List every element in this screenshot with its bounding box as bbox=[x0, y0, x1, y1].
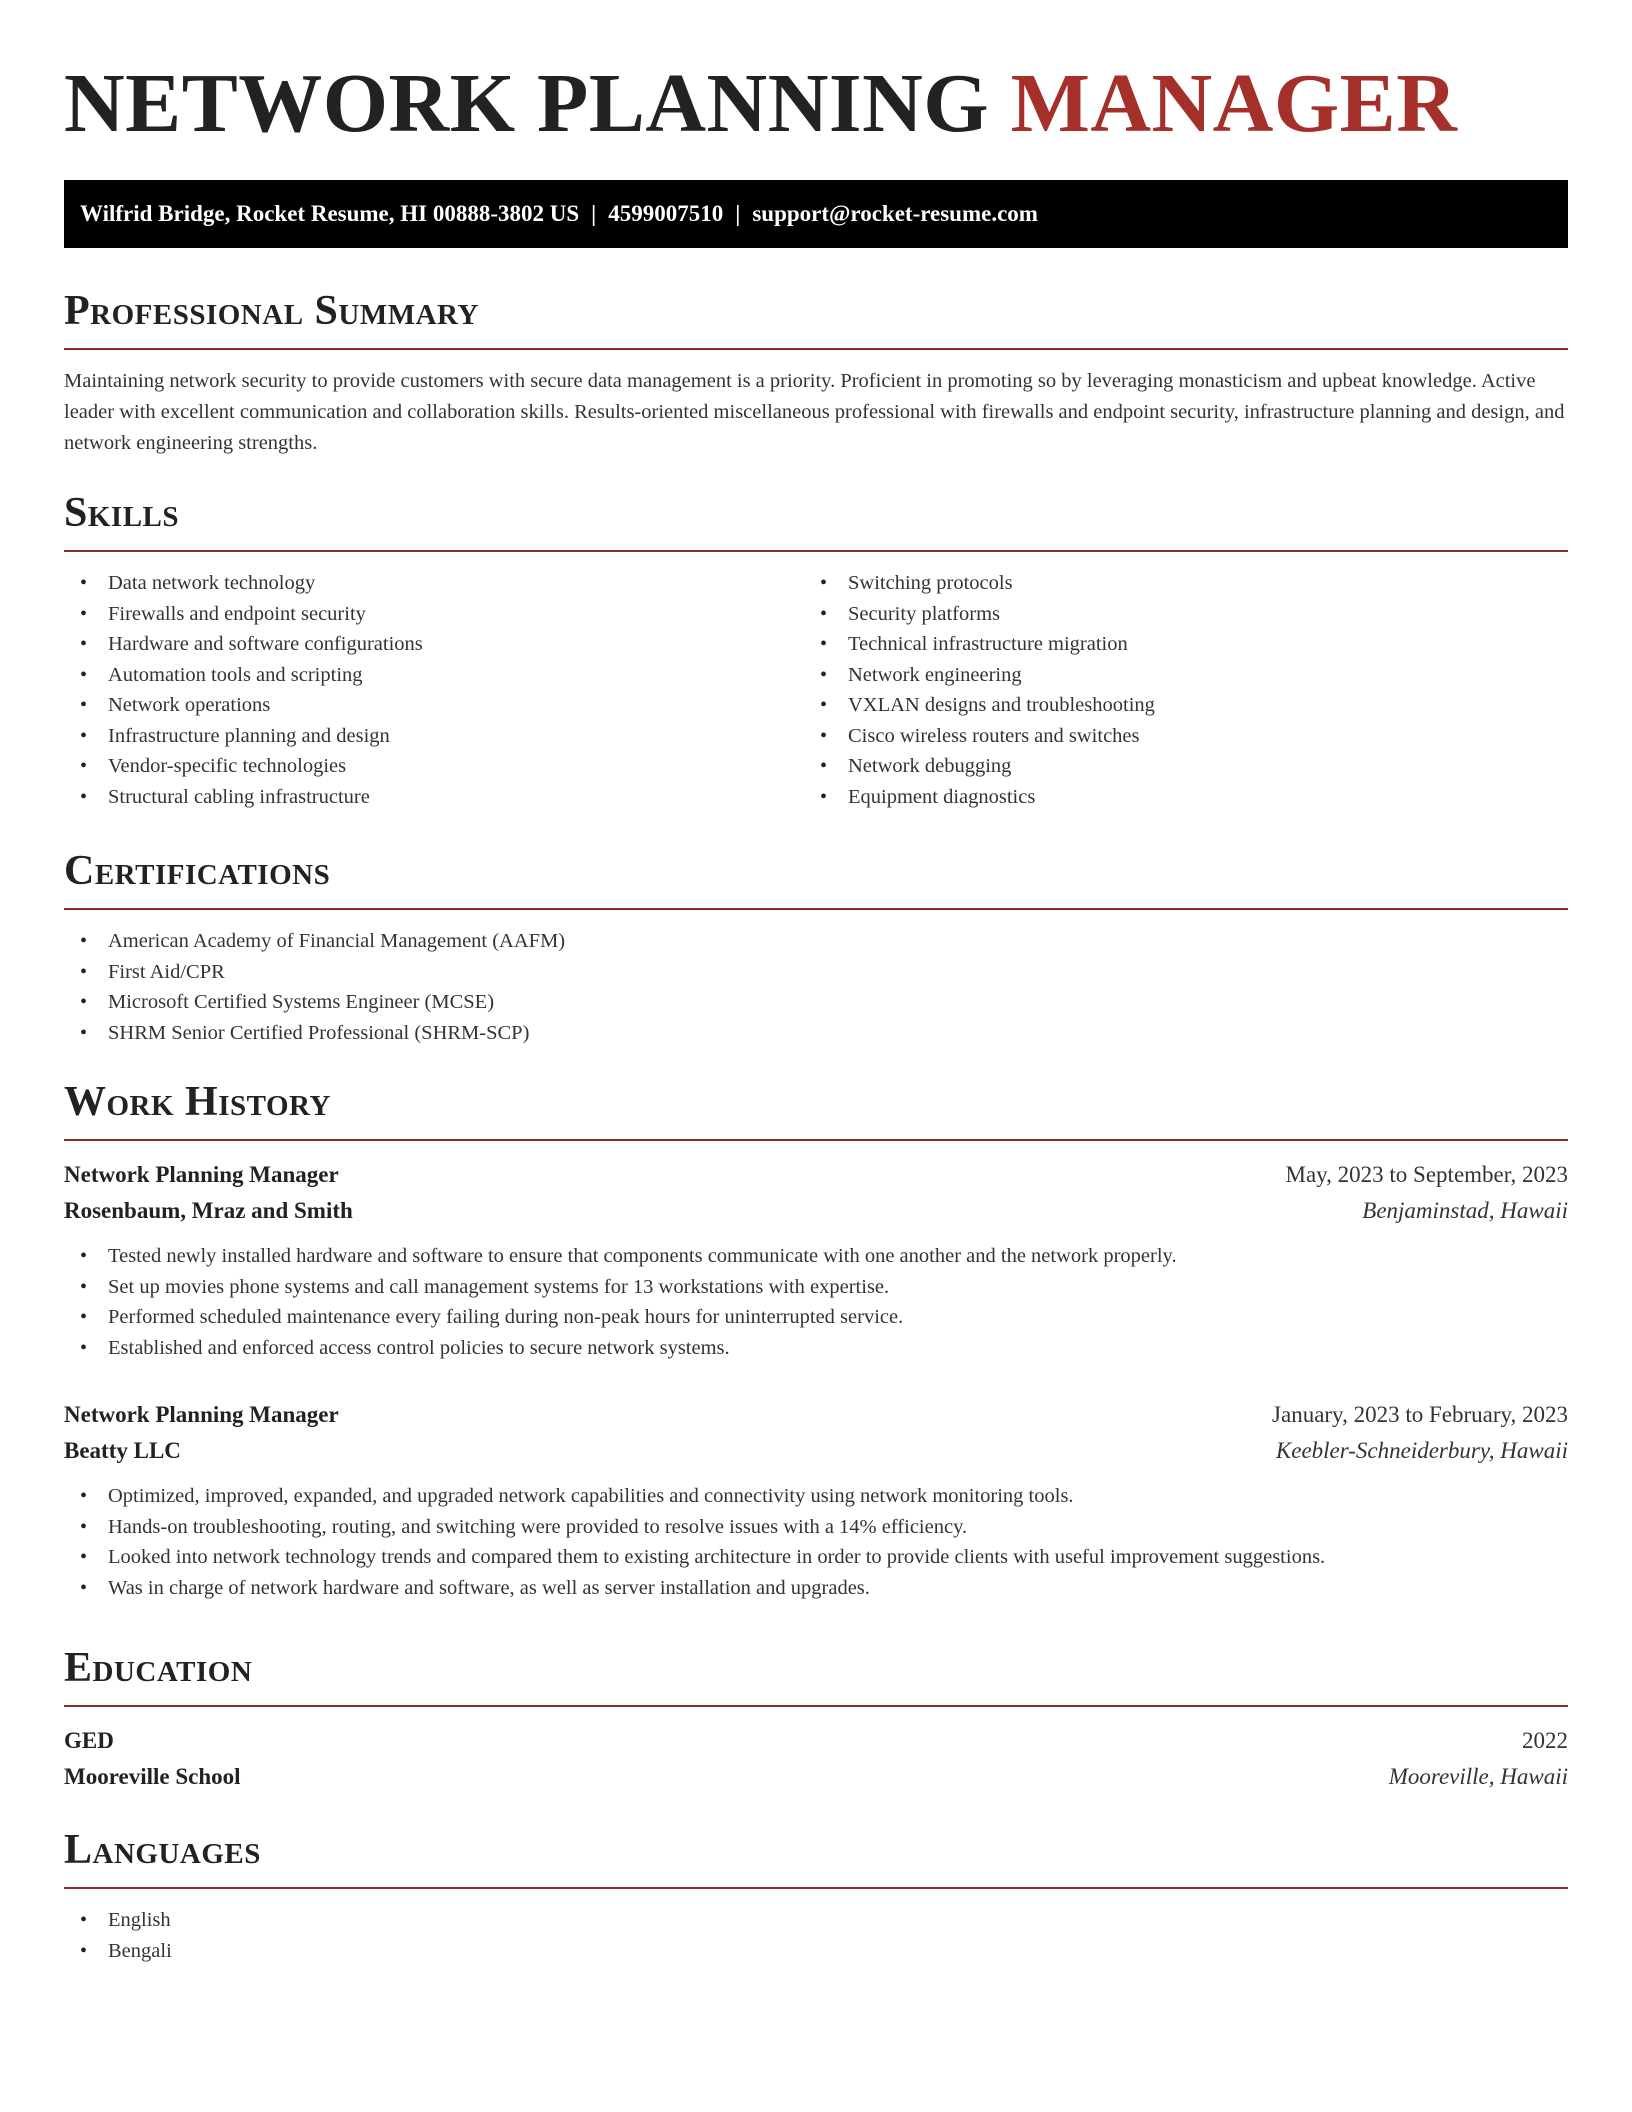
summary-text: Maintaining network security to provide customers with secure data management is a priority. Proficient in promoting so by leveraging monasticism and upbeat knowledge. Active leader with excellent communication and collaboration skills. Results-oriented miscellaneous professional with firewalls and endpoint security, infrastructure planning and design, and network engineering strengths. bbox=[64, 370, 1565, 454]
job-title: Network Planning Manager bbox=[64, 1402, 339, 1427]
section-divider bbox=[64, 1887, 1568, 1889]
job-bullet: • Looked into network technology trends and compared them to existing architecture in order to provide clients with useful improvement suggestions. bbox=[64, 1542, 1568, 1573]
education-location: Mooreville, Hawaii bbox=[1388, 1764, 1568, 1789]
education-entry bbox=[64, 1723, 1568, 1795]
certification-item: • American Academy of Financial Management (AAFM) bbox=[64, 926, 1568, 957]
section-title: Professional Summary bbox=[64, 288, 479, 334]
section-title: Languages bbox=[64, 1827, 261, 1873]
job-bullet: • Performed scheduled maintenance every failing during non-peak hours for uninterrupted service. bbox=[64, 1302, 1568, 1333]
skill-item: • Infrastructure planning and design bbox=[64, 721, 804, 752]
job-bullets bbox=[64, 1241, 1568, 1363]
education-section bbox=[64, 1643, 1568, 1795]
education-degree: GED bbox=[64, 1728, 114, 1753]
section-divider bbox=[64, 348, 1568, 350]
skill-item: • Switching protocols bbox=[804, 568, 1544, 599]
job-company: Rosenbaum, Mraz and Smith bbox=[64, 1198, 353, 1223]
contact-address: Wilfrid Bridge, Rocket Resume, HI 00888-3802 US bbox=[80, 201, 580, 226]
certification-item: • SHRM Senior Certified Professional (SHRM-SCP) bbox=[64, 1018, 1568, 1049]
resume-name bbox=[64, 0, 1568, 152]
skill-item: • Security platforms bbox=[804, 599, 1544, 630]
skill-item: • Network debugging bbox=[804, 751, 1544, 782]
skill-item: • Automation tools and scripting bbox=[64, 660, 804, 691]
contact-bar bbox=[64, 180, 1568, 248]
contact-separator: | bbox=[591, 201, 597, 226]
skills-section bbox=[64, 488, 1568, 812]
job-bullet: • Hands-on troubleshooting, routing, and switching were provided to resolve issues with a 14% efficiency. bbox=[64, 1512, 1568, 1543]
name-accent: MANAGER bbox=[1010, 57, 1458, 150]
section-title: Work History bbox=[64, 1079, 331, 1125]
contact-phone: 4599007510 bbox=[608, 201, 724, 226]
job-bullets bbox=[64, 1481, 1568, 1603]
education-school: Mooreville School bbox=[64, 1764, 241, 1789]
skill-item: • Data network technology bbox=[64, 568, 804, 599]
job-dates: January, 2023 to February, 2023 bbox=[1272, 1402, 1568, 1427]
name-main: NETWORK PLANNING bbox=[64, 57, 990, 150]
skill-item: • Structural cabling infrastructure bbox=[64, 782, 804, 813]
job-company: Beatty LLC bbox=[64, 1438, 181, 1463]
section-divider bbox=[64, 550, 1568, 552]
skill-item: • Equipment diagnostics bbox=[804, 782, 1544, 813]
language-item: • Bengali bbox=[64, 1936, 1568, 1967]
job-bullet: • Set up movies phone systems and call management systems for 13 workstations with expertise. bbox=[64, 1272, 1568, 1303]
skill-item: • Hardware and software configurations bbox=[64, 629, 804, 660]
job-bullet: • Optimized, improved, expanded, and upgraded network capabilities and connectivity using network monitoring tools. bbox=[64, 1481, 1568, 1512]
skills-left-list bbox=[64, 568, 804, 812]
job-bullet: • Was in charge of network hardware and software, as well as server installation and upgrades. bbox=[64, 1573, 1568, 1604]
job-title: Network Planning Manager bbox=[64, 1162, 339, 1187]
job-bullet: • Established and enforced access control policies to secure network systems. bbox=[64, 1333, 1568, 1364]
work-history-section bbox=[64, 1077, 1568, 1603]
section-title: Certifications bbox=[64, 848, 331, 894]
skill-item: • Network operations bbox=[64, 690, 804, 721]
job-bullet: • Tested newly installed hardware and software to ensure that components communicate with one another and the network properly. bbox=[64, 1241, 1568, 1272]
section-divider bbox=[64, 1139, 1568, 1141]
job-entry bbox=[64, 1397, 1568, 1603]
job-location: Benjaminstad, Hawaii bbox=[1362, 1198, 1568, 1223]
section-title: Education bbox=[64, 1645, 253, 1691]
contact-email[interactable]: support@rocket-resume.com bbox=[752, 201, 1038, 226]
resume-page bbox=[64, 0, 1568, 1962]
job-location: Keebler-Schneiderbury, Hawaii bbox=[1275, 1438, 1568, 1463]
section-divider bbox=[64, 1705, 1568, 1707]
section-divider bbox=[64, 908, 1568, 910]
skills-right-list bbox=[804, 568, 1544, 812]
certifications-list bbox=[64, 926, 1568, 1048]
skill-item: • Vendor-specific technologies bbox=[64, 751, 804, 782]
certifications-section bbox=[64, 846, 1568, 1048]
language-item: • English bbox=[64, 1905, 1568, 1936]
certification-item: • First Aid/CPR bbox=[64, 957, 1568, 988]
summary-section bbox=[64, 286, 1568, 459]
education-year: 2022 bbox=[1522, 1728, 1568, 1753]
job-dates: May, 2023 to September, 2023 bbox=[1285, 1162, 1568, 1187]
certification-item: • Microsoft Certified Systems Engineer (MCSE) bbox=[64, 987, 1568, 1018]
skill-item: • Network engineering bbox=[804, 660, 1544, 691]
languages-list bbox=[64, 1905, 1568, 1966]
skill-item: • Technical infrastructure migration bbox=[804, 629, 1544, 660]
skill-item: • VXLAN designs and troubleshooting bbox=[804, 690, 1544, 721]
skills-columns bbox=[64, 568, 1568, 812]
skill-item: • Firewalls and endpoint security bbox=[64, 599, 804, 630]
job-entry bbox=[64, 1157, 1568, 1363]
languages-section bbox=[64, 1825, 1568, 1966]
skill-item: • Cisco wireless routers and switches bbox=[804, 721, 1544, 752]
section-title: Skills bbox=[64, 490, 180, 536]
contact-separator: | bbox=[735, 201, 741, 226]
